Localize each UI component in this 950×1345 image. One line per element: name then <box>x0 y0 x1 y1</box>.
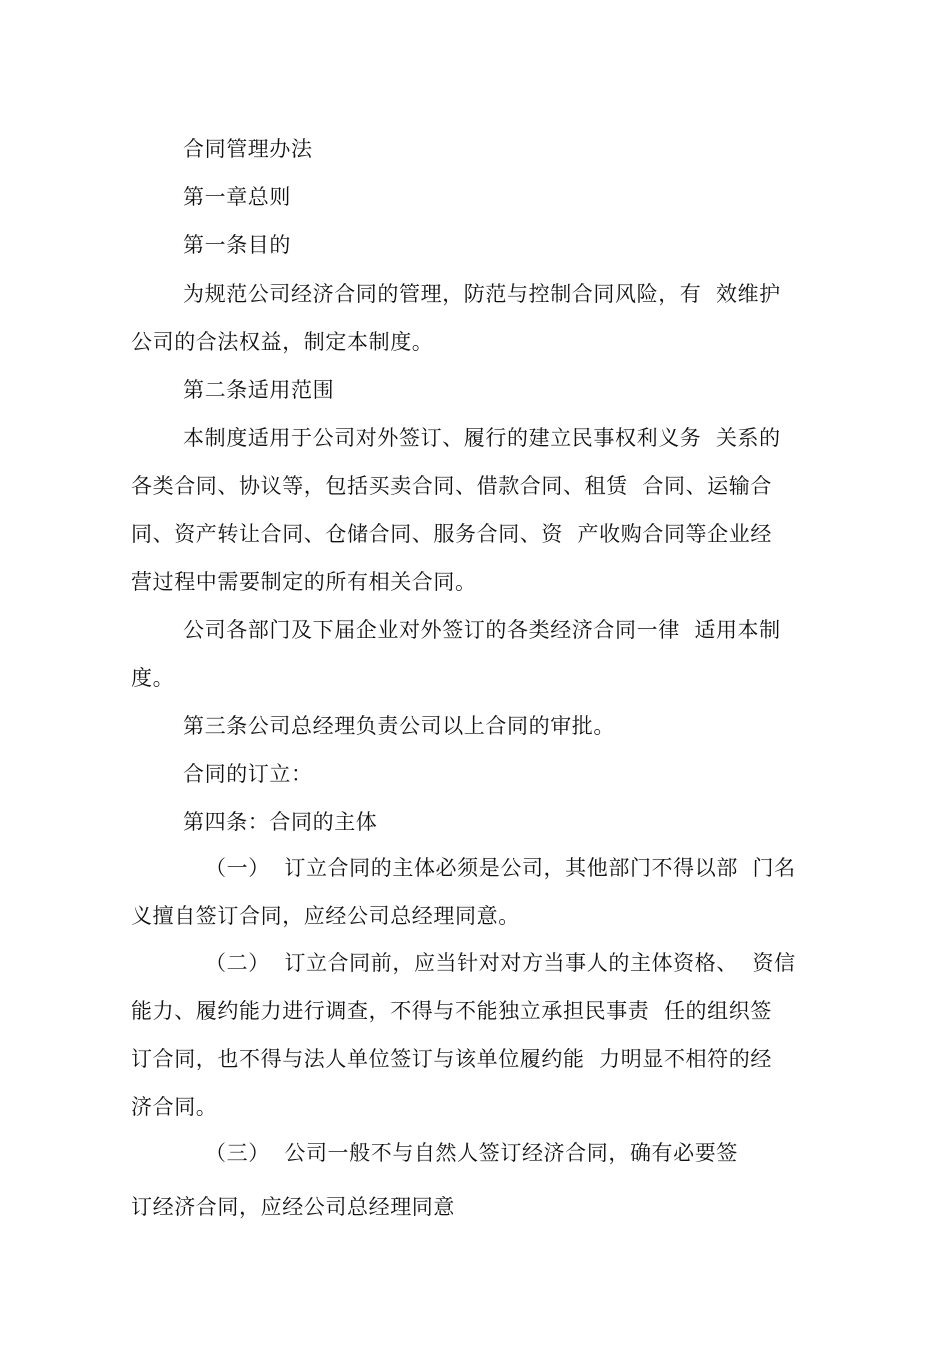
item2-line4: 济合同。 <box>131 1095 218 1119</box>
article4-heading: 第四条：合同的主体 <box>183 810 378 834</box>
item2-line3: 订合同，也不得与法人单位签订与该单位履约能 力明显不相符的经 <box>131 1047 772 1071</box>
item2-line2: 能力、履约能力进行调查，不得与不能独立承担民事责 任的组织签 <box>131 999 772 1023</box>
item1-line2: 义擅自签订合同，应经公司总经理同意。 <box>131 904 520 928</box>
article3-text: 第三条公司总经理负责公司以上合同的审批。 <box>183 714 615 738</box>
item1-line1: （一） 订立合同的主体必须是公司，其他部门不得以部 门名 <box>205 856 796 880</box>
article1-text-line2: 公司的合法权益，制定本制度。 <box>131 330 434 354</box>
article2-text2-line1: 公司各部门及下届企业对外签订的各类经济合同一律 适用本制 <box>183 618 781 642</box>
article2-text-line3: 同、资产转让合同、仓储合同、服务合同、资 产收购合同等企业经 <box>131 522 772 546</box>
item2-line1: （二） 订立合同前，应当针对对方当事人的主体资格、 资信 <box>205 951 796 975</box>
article1-text-line1: 为规范公司经济合同的管理，防范与控制合同风险，有 效维护 <box>183 282 781 306</box>
article2-text-line4: 营过程中需要制定的所有相关合同。 <box>131 570 477 594</box>
article2-text-line2: 各类合同、协议等，包括买卖合同、借款合同、租赁 合同、运输合 <box>131 474 772 498</box>
article2-text-line1: 本制度适用于公司对外签订、履行的建立民事权利义务 关系的 <box>183 426 781 450</box>
item3-line2: 订经济合同，应经公司总经理同意 <box>131 1195 455 1219</box>
article2-text2-line2: 度。 <box>131 666 175 690</box>
chapter-heading: 第一章总则 <box>183 185 291 209</box>
section-heading: 合同的订立： <box>183 762 313 786</box>
article1-heading: 第一条目的 <box>183 233 291 257</box>
document-title: 合同管理办法 <box>183 137 313 161</box>
article2-heading: 第二条适用范围 <box>183 378 335 402</box>
item3-line1: （三） 公司一般不与自然人签订经济合同，确有必要签 <box>205 1141 738 1165</box>
